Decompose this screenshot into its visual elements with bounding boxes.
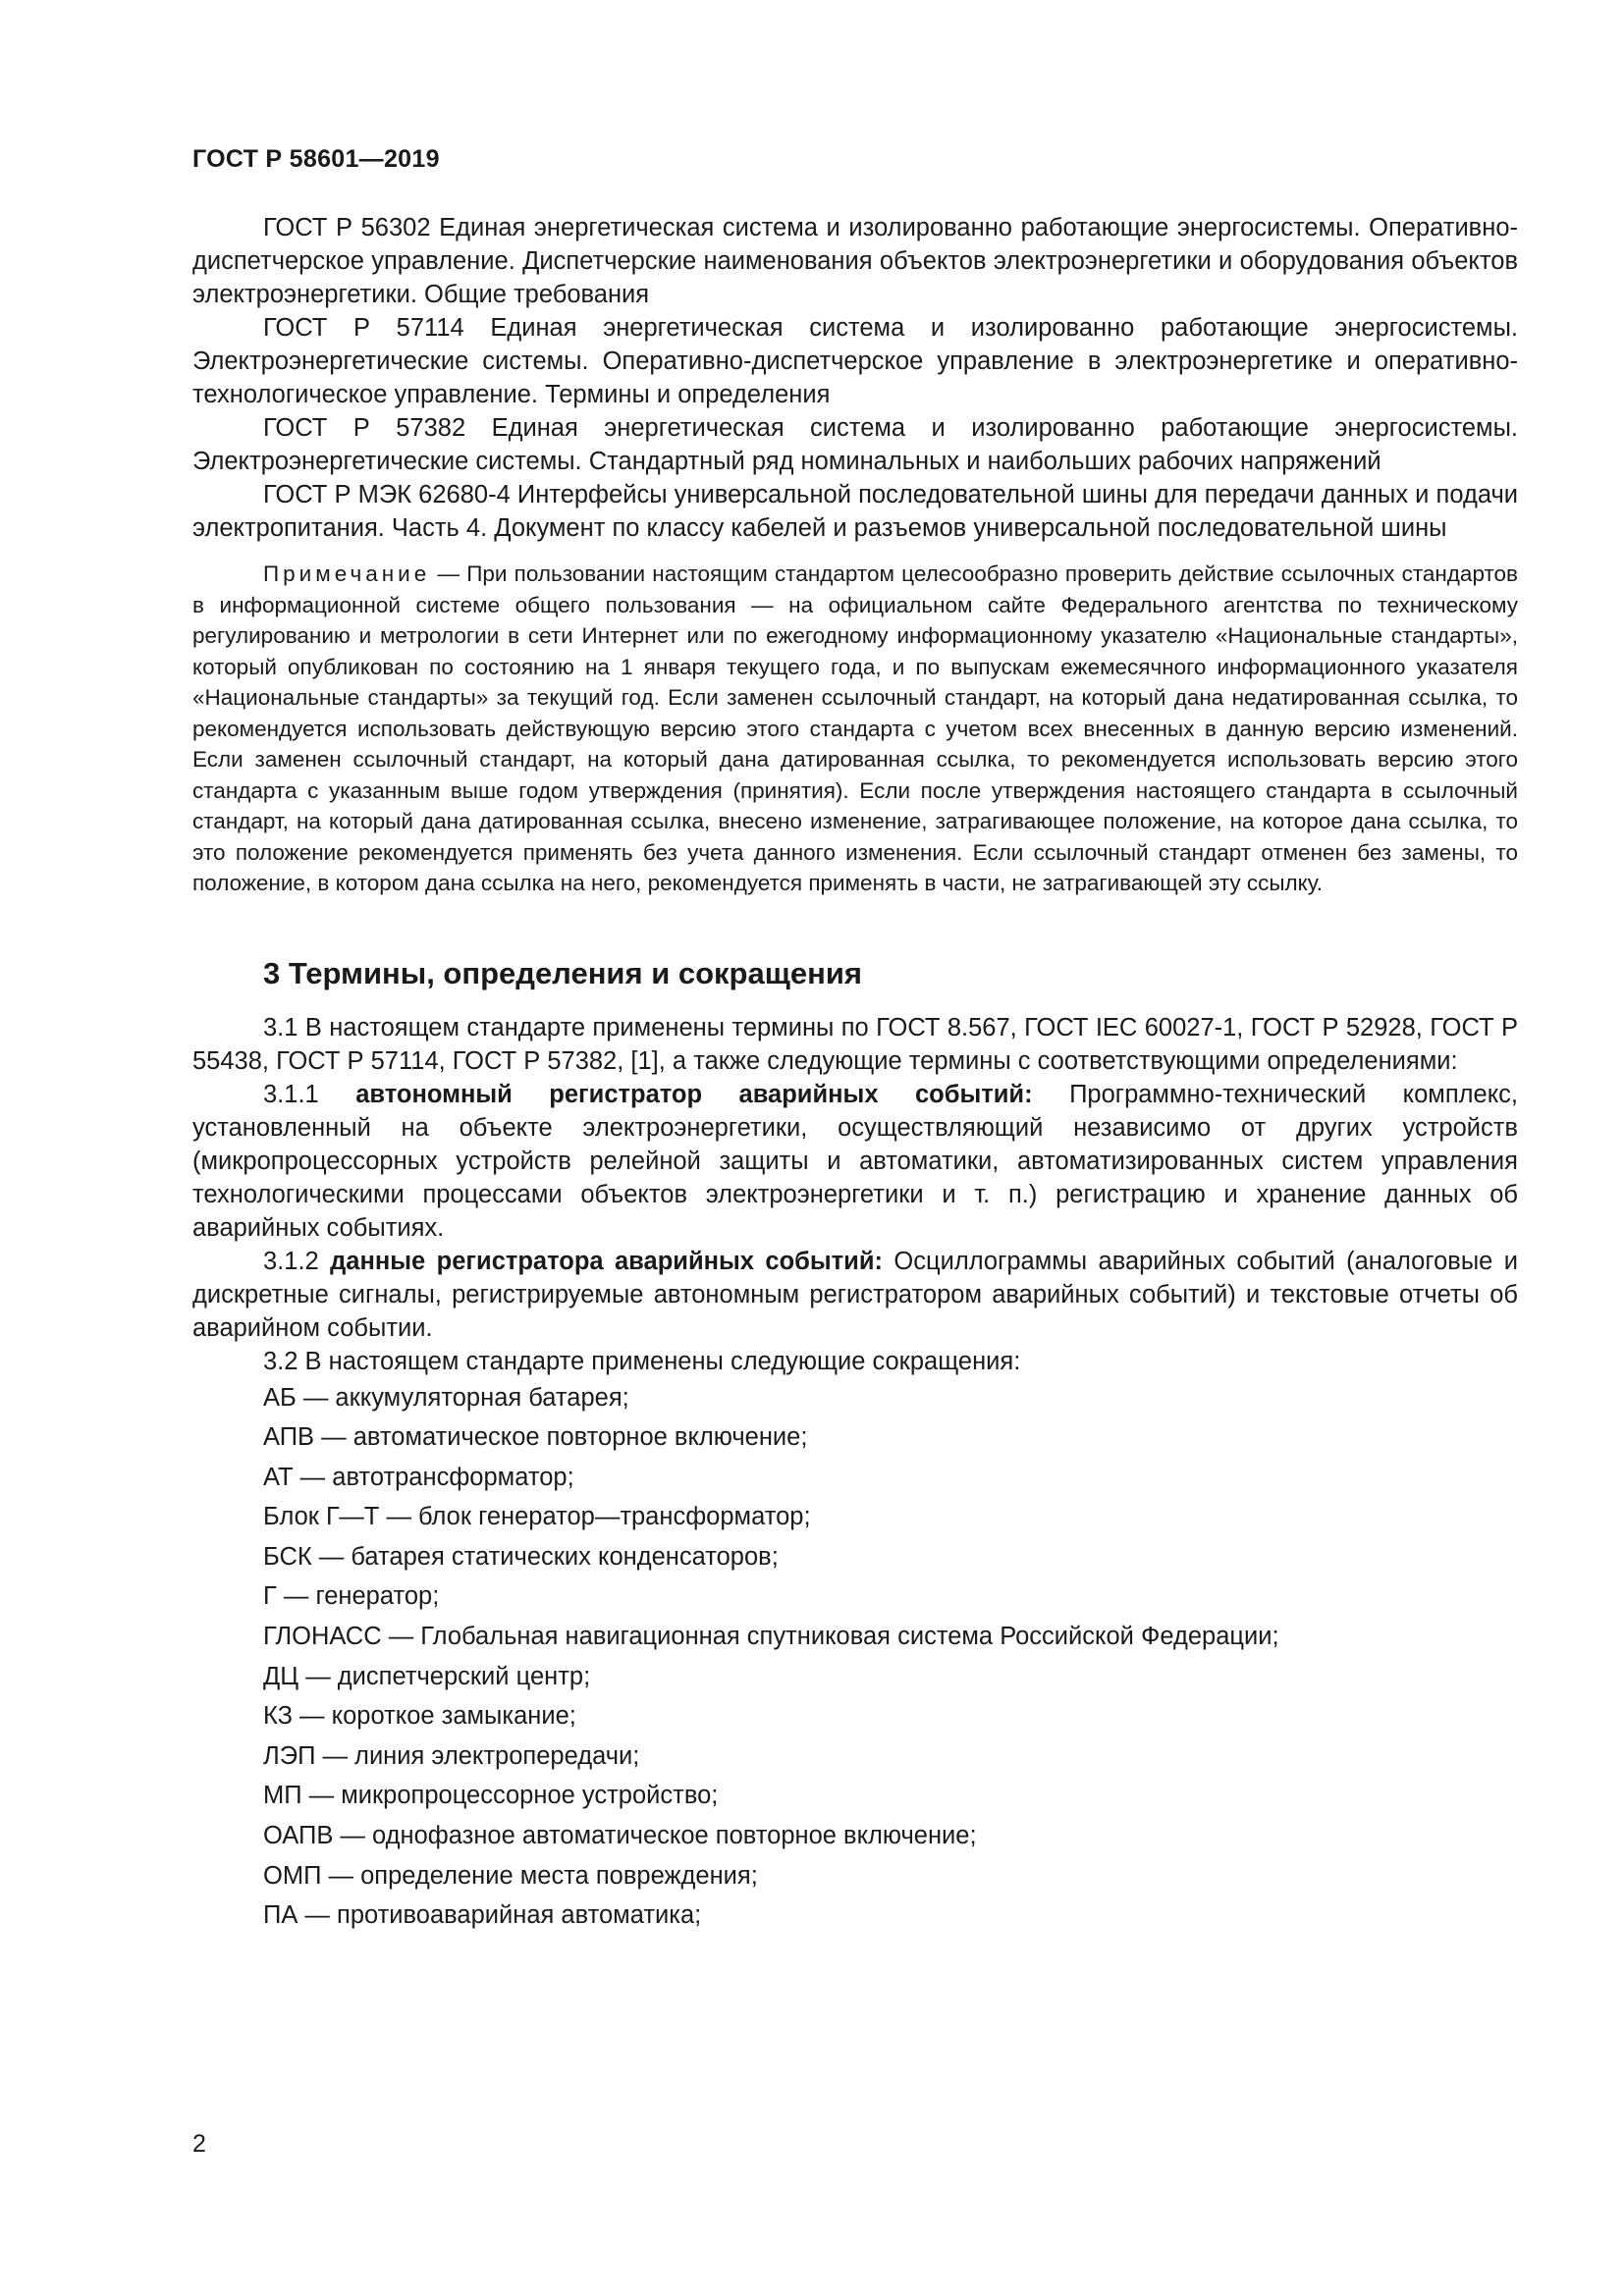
clause-3-1: 3.1 В настоящем стандарте применены термины по ГОСТ 8.567, ГОСТ IEC 60027-1, ГОСТ Р 52928, ГОСТ Р 55438, ГОСТ Р 57114, ГОСТ Р 57382, [1], а также следующие термины с соответствующими определениями:	[192, 1013, 1518, 1075]
clause-3-1-1	[192, 1078, 1518, 1245]
page-number: 2	[192, 2130, 206, 2158]
clause-3-2: 3.2 В настоящем стандарте применены следующие сокращения:	[263, 1347, 1021, 1375]
abbreviation-list	[192, 1378, 1518, 1936]
abbreviation-item: АПВ — автоматическое повторное включение;	[263, 1423, 808, 1452]
clause-3-1-1-number: 3.1.1	[263, 1080, 356, 1108]
clause-3-1-1-definition: Программно-технический комплекс, установленный на объекте электроэнергетики, осуществляющий независимо от других устройств (микропроцессорных устройств релейной защиты и автоматики, автоматизированных систем управления технологическими процессами объектов электроэнергетики и т. п.) регистрацию и хранение данных об аварийных событиях.	[192, 1080, 1518, 1242]
document-page	[192, 145, 1518, 1936]
abbreviation-item: Блок Г—Т — блок генератор—трансформатор;	[263, 1503, 811, 1531]
document-header: ГОСТ Р 58601—2019	[192, 145, 440, 173]
section-3-title: 3 Термины, определения и сокращения	[263, 955, 862, 990]
clause-3-1-2	[192, 1245, 1518, 1345]
note-text: — При пользовании настоящим стандартом целесообразно проверить действие ссылочных стандартов в информационной системе общего пользования — на официальном сайте Федерального агентства по техническому регулированию и метрологии в сети Интернет или по ежегодному информационному указателю «Национальные стандарты», который опубликован по состоянию на 1 января текущего года, и по выпускам ежемесячного информационного указателя «Национальные стандарты» за текущий год. Если заменен ссылочный стандарт, на который дана недатированная ссылка, то рекомендуется использовать действующую версию этого стандарта с учетом всех внесенных в данную версию изменений. Если заменен ссылочный стандарт, на который дана датированная ссылка, то рекомендуется использовать версию этого стандарта с указанным выше годом утверждения (принятия). Если после утверждения настоящего стандарта в ссылочный стандарт, на который дана датированная ссылка, внесено изменение, затрагивающее положение, на которое дана ссылка, то это положение рекомендуется применять без учета данного изменения. Если ссылочный стандарт отменен без замены, то положение, в котором дана ссылка на него, рекомендуется применять в части, не затрагивающей эту ссылку.	[192, 561, 1518, 895]
clause-3-1-1-term: автономный регистратор аварийных событий:	[355, 1080, 1033, 1108]
abbreviation-item: АТ — автотрансформатор;	[263, 1463, 574, 1491]
abbreviation-item: КЗ — короткое замыкание;	[263, 1702, 576, 1731]
reference-gost-iec-62680-4: ГОСТ Р МЭК 62680-4 Интерфейсы универсальной последовательной шины для передачи данных и подачи электропитания. Часть 4. Документ по классу кабелей и разъемов универсальной последовательной шины	[192, 481, 1518, 542]
reference-gost-57114: ГОСТ Р 57114 Единая энергетическая система и изолированно работающие энергосистемы. Электроэнергетические системы. Оперативно-диспетчерское управление в электроэнергетике и оперативно-технологическое управление. Термины и определения	[192, 314, 1518, 408]
abbreviation-item: ГЛОНАСС — Глобальная навигационная спутниковая система Российской Федерации;	[263, 1623, 1279, 1651]
abbreviation-item: ПА — противоаварийная автоматика;	[263, 1901, 702, 1930]
abbreviation-item: ОАПВ — однофазное автоматическое повторное включение;	[263, 1822, 977, 1850]
note-paragraph	[192, 559, 1518, 899]
abbreviation-item: БСК — батарея статических конденсаторов;	[263, 1542, 779, 1571]
reference-gost-56302: ГОСТ Р 56302 Единая энергетическая система и изолированно работающие энергосистемы. Оперативно-диспетчерское управление. Диспетчерские наименования объектов электроэнергетики и оборудования объектов электроэнергетики. Общие требования	[192, 214, 1518, 308]
abbreviation-item: АБ — аккумуляторная батарея;	[263, 1383, 629, 1412]
abbreviation-item: ДЦ — диспетчерский центр;	[263, 1662, 591, 1690]
note-label: Примечание	[263, 561, 431, 586]
abbreviation-item: ОМП — определение места повреждения;	[263, 1861, 758, 1890]
abbreviation-item: МП — микропроцессорное устройство;	[263, 1782, 719, 1810]
clause-3-1-2-number: 3.1.2	[263, 1247, 331, 1275]
clause-3-1-2-definition: Осциллограммы аварийных событий (аналоговые и дискретные сигналы, регистрируемые автономным регистратором аварийных событий) и текстовые отчеты об аварийном событии.	[192, 1247, 1518, 1342]
reference-gost-57382: ГОСТ Р 57382 Единая энергетическая система и изолированно работающие энергосистемы. Электроэнергетические системы. Стандартный ряд номинальных и наибольших рабочих напряжений	[192, 414, 1518, 475]
abbreviation-item: Г — генератор;	[263, 1582, 440, 1611]
abbreviation-item: ЛЭП — линия электропередачи;	[263, 1741, 640, 1770]
clause-3-1-2-term: данные регистратора аварийных событий:	[330, 1247, 884, 1275]
